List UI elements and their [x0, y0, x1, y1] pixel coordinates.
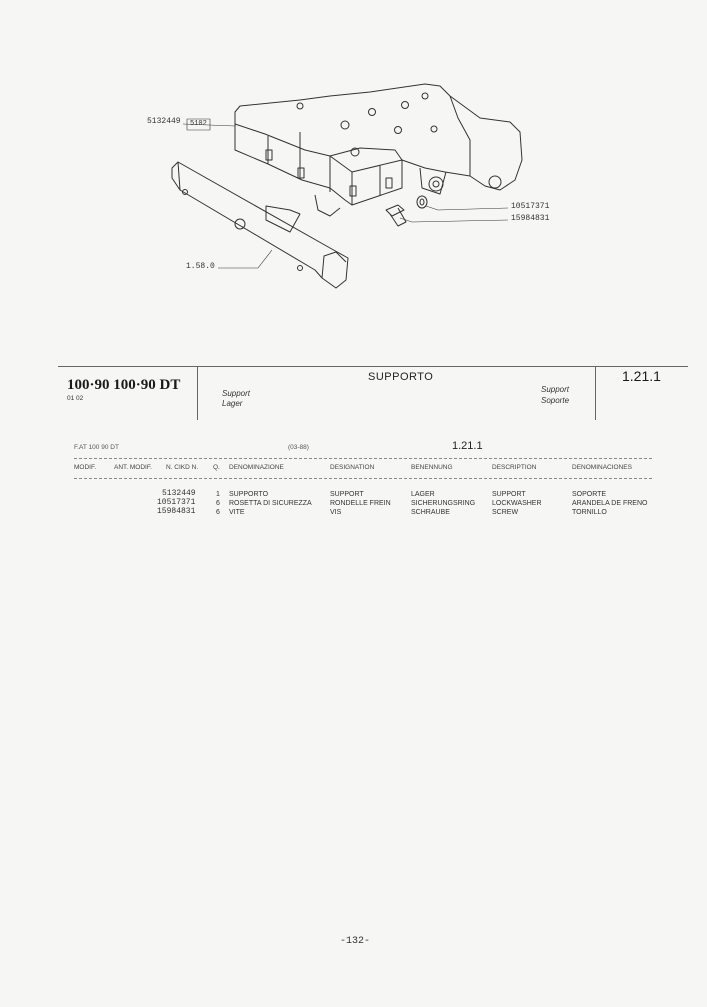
table-row-de: SICHERUNGSRING: [411, 500, 476, 507]
table-row-de: LAGER: [411, 491, 435, 498]
table-row-qty: 1: [216, 491, 220, 498]
callout-5102: 5102: [190, 120, 207, 128]
col-header-qty: Q.: [213, 464, 220, 471]
table-row-es: ARANDELA DE FRENO: [572, 500, 648, 507]
translation-lager-de: Lager: [222, 399, 243, 408]
support-right-face: [352, 160, 402, 205]
table-row-part: 5132449: [162, 489, 196, 498]
col-header-part-number: N. CIKD N.: [166, 464, 199, 471]
section-title: SUPPORTO: [368, 371, 434, 383]
header-top-rule: [58, 366, 688, 367]
col-header-benennung: BENENNUNG: [411, 464, 453, 471]
table-row-es: SOPORTE: [572, 491, 607, 498]
table-row-es: TORNILLO: [572, 509, 607, 516]
table-row-it: VITE: [229, 509, 245, 516]
table-meta-model: F.AT 100 90 DT: [74, 444, 119, 451]
model-subtitle: 01 02: [67, 395, 84, 402]
table-row-en: SUPPORT: [492, 491, 526, 498]
callout-15984831: 15984831: [511, 214, 550, 223]
table-meta-date: (03-88): [288, 444, 309, 451]
table-row-it: SUPPORTO: [229, 491, 269, 498]
model-title: 100·90 100·90 DT: [67, 377, 181, 393]
table-row-qty: 6: [216, 509, 220, 516]
translation-soporte-es: Soporte: [541, 396, 570, 405]
callout-10517371: 10517371: [511, 202, 550, 211]
col-header-description: DESCRIPTION: [492, 464, 537, 471]
page-number: -132-: [340, 936, 371, 947]
table-rule-top: [74, 458, 652, 459]
col-header-denominazione: DENOMINAZIONE: [229, 464, 284, 471]
translation-support-fr: Support: [541, 385, 570, 394]
col-header-denominaciones: DENOMINACIONES: [572, 464, 632, 471]
table-section-code: 1.21.1: [452, 440, 483, 452]
translation-support-en: Support: [222, 389, 251, 398]
support-casting-outline: [235, 84, 522, 190]
table-row-en: SCREW: [492, 509, 519, 516]
header-divider-left: [197, 366, 198, 420]
col-header-ant-modif: ANT. MODIF.: [114, 464, 152, 471]
table-row-part: 15984831: [157, 507, 196, 516]
support-front-face: [268, 156, 352, 205]
table-row-fr: VIS: [330, 509, 342, 516]
table-row-part: 10517371: [157, 498, 196, 507]
callout-1-58-0: 1.58.0: [186, 262, 215, 271]
header-divider-right: [595, 366, 596, 420]
callout-5132449: 5132449: [147, 117, 181, 126]
col-header-modif: MODIF.: [74, 464, 97, 471]
table-row-it: ROSETTA DI SICUREZZA: [229, 500, 312, 507]
table-row-fr: SUPPORT: [330, 491, 364, 498]
table-row-qty: 6: [216, 500, 220, 507]
table-row-de: SCHRAUBE: [411, 509, 450, 516]
section-code: 1.21.1: [622, 368, 661, 384]
table-row-fr: RONDELLE FREIN: [330, 500, 391, 507]
exploded-parts-drawing: [0, 0, 707, 340]
col-header-designation: DESIGNATION: [330, 464, 375, 471]
table-row-en: LOCKWASHER: [492, 500, 542, 507]
table-rule-header: [74, 478, 652, 479]
